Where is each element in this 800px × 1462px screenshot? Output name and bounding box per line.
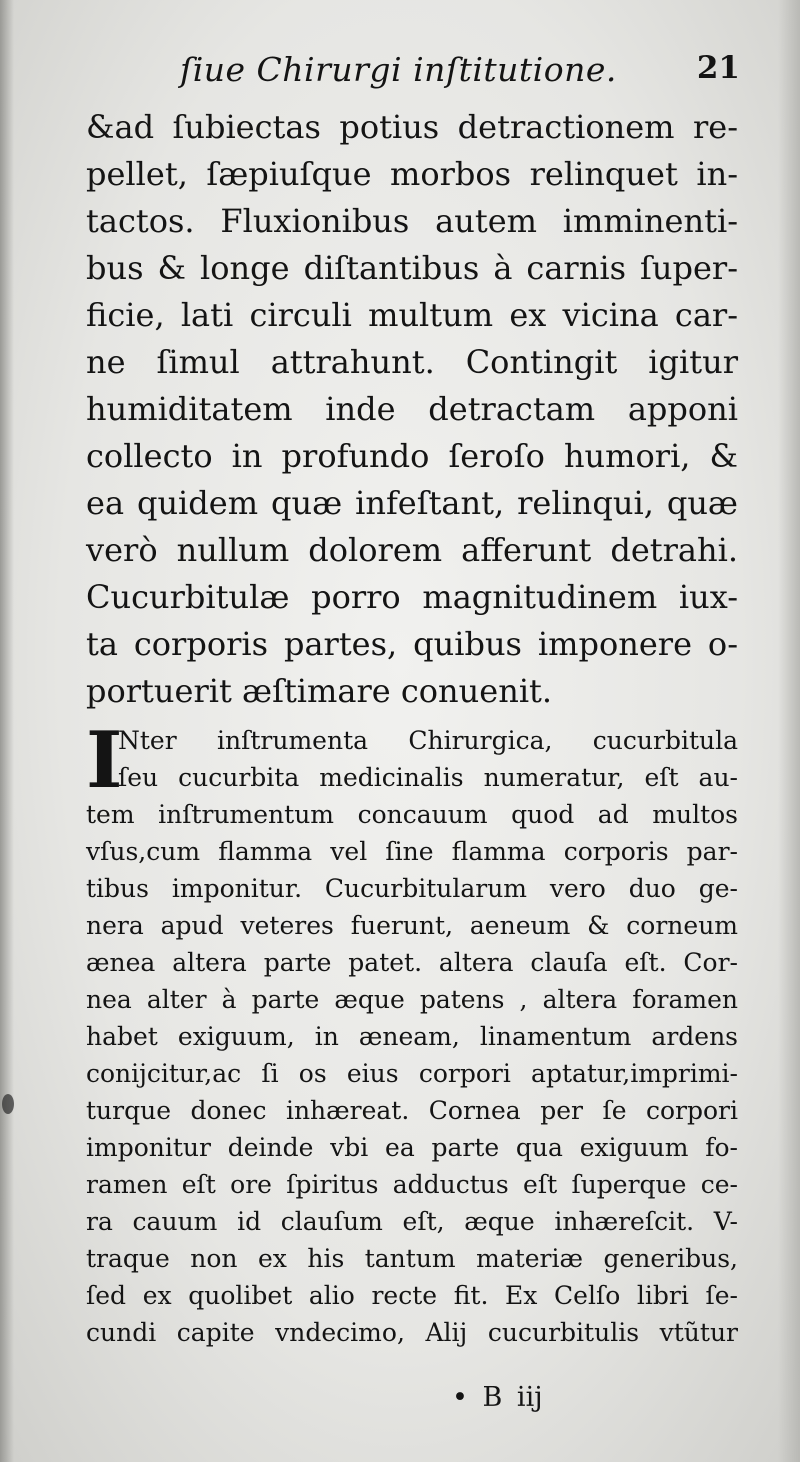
text-line: ficie, lati circuli multum ex vicina car-: [86, 296, 738, 334]
drop-cap: I: [86, 715, 123, 806]
text-line: Nter inſtrumenta Chirurgica, cucurbitula: [118, 726, 738, 755]
text-line: traque non ex his tantum materiæ generibus,: [86, 1244, 738, 1273]
page-number: 21: [696, 50, 740, 86]
text-line: Cucurbitulæ porro magnitudinem iux-: [86, 578, 738, 616]
running-head: [150, 50, 740, 100]
text-line: conijcitur,ac ſi os eius corpori aptatur,imprimi-: [86, 1059, 738, 1088]
ink-blot: [2, 1094, 14, 1114]
text-line: ſeu cucurbita medicinalis numeratur, eſt au-: [118, 763, 738, 792]
text-line: ænea altera parte patet. altera clauſa eſt. Cor-: [86, 948, 738, 977]
paragraph-continued: [86, 104, 738, 715]
text-line: collecto in profundo ſeroſo humori, &: [86, 437, 738, 475]
text-line: nea alter à parte æque patens , altera foramen: [86, 985, 738, 1014]
text-line: imponitur deinde vbi ea parte qua exiguum fo-: [86, 1133, 738, 1162]
signature-mark: • B iij: [452, 1382, 543, 1413]
text-line: nera apud veteres fuerunt, aeneum & corneum: [86, 911, 738, 940]
text-line: tem inſtrumentum concauum quod ad multos: [86, 800, 738, 829]
text-line: pellet, ſæpiuſque morbos relinquet in-: [86, 155, 738, 193]
text-line: verò nullum dolorem afferunt detrahi.: [86, 531, 738, 569]
page-edge-shadow: [778, 0, 800, 1462]
text-line: tactos. Fluxionibus autem imminenti-: [86, 202, 738, 240]
text-line: ta corporis partes, quibus imponere o-: [86, 625, 738, 663]
text-line: &ad ſubiectas potius detractionem re-: [86, 108, 738, 146]
text-line: ramen eſt ore ſpiritus adductus eſt ſuperque ce-: [86, 1170, 738, 1199]
text-line: ſed ex quolibet alio recte fit. Ex Celſo libri ſe-: [86, 1281, 738, 1310]
running-head-title: ſiue Chirurgi inſtitutione.: [180, 50, 617, 89]
paragraph-cucurbitula: [86, 715, 738, 1351]
text-line: vſus,cum flamma vel ſine flamma corporis par-: [86, 837, 738, 866]
text-line: cundi capite vndecimo, Alij cucurbitulis vtũtur: [86, 1318, 738, 1347]
text-line: turque donec inhæreat. Cornea per ſe corpori: [86, 1096, 738, 1125]
text-line: bus & longe diſtantibus à carnis ſuper-: [86, 249, 738, 287]
text-line: portuerit æſtimare conuenit.: [86, 672, 553, 710]
text-line: habet exiguum, in æneam, linamentum ardens: [86, 1022, 738, 1051]
text-line: tibus imponitur. Cucurbitularum vero duo ge-: [86, 874, 738, 903]
page-gutter-shadow: [0, 0, 14, 1462]
text-line: ea quidem quæ infeſtant, relinqui, quæ: [86, 484, 738, 522]
text-line: ra cauum id clauſum eſt, æque inhæreſcit. V-: [86, 1207, 738, 1236]
text-line: humiditatem inde detractam apponi: [86, 390, 738, 428]
text-line: ne ſimul attrahunt. Contingit igitur: [86, 343, 738, 381]
